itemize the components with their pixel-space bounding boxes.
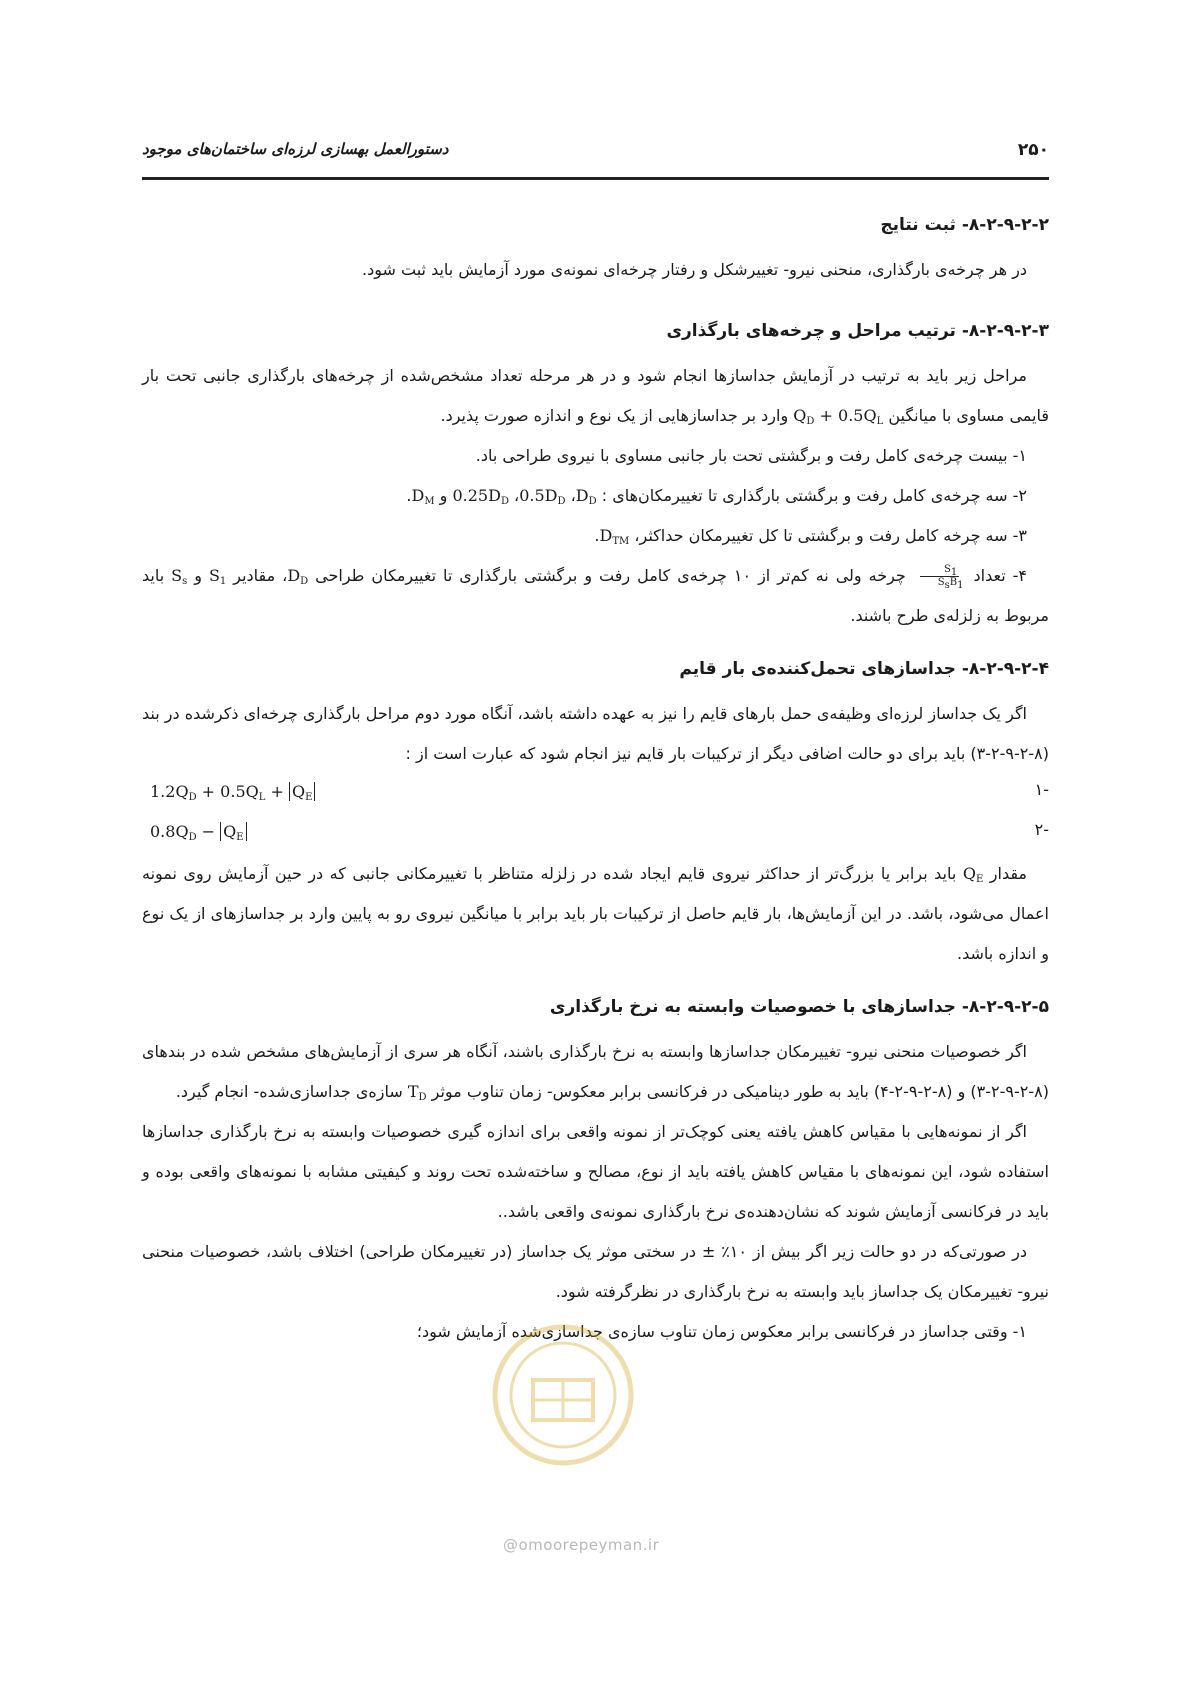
list-item: ۴- تعداد $\frac{S_1}{S_sB_1}$ چرخه ولی نه کم‌تر از ۱۰ چرخه‌ی کامل رفت و برگشتی بارگذاری تا تغییرمکان طراحی $D_D،$ مقادیر $S_1$ و $S_s$ باید مربوط به زلزله‌ی طرح باشند. xyxy=(142,564,1049,625)
section-heading-loading-sequence: ۸-۲-۹-۲-۳- ترتیب مراحل و چرخه‌های بارگذاری xyxy=(666,321,1049,341)
page-number: ۲۵۰ xyxy=(1017,140,1049,160)
math-expression: $D_D$ xyxy=(575,486,597,507)
section-heading-record-results: ۸-۲-۹-۲-۲- ثبت نتایج xyxy=(880,215,1049,235)
paragraph: اگر یک جداساز لرزه‌ای وظیفه‌ی حمل بارهای قایم را نیز به عهده داشته باشد، آنگاه مورد دوم مراحل بارگذاری چرخه‌ای ذکرشده در بند (۸-۲-۹-۲-۳) باید برای دو حالت اضافی دیگر از ترکیبات بار قایم نیز انجام شود که عبارت است از : xyxy=(142,704,1049,763)
math-expression: $Q_D + 0.5Q_L$ xyxy=(793,406,884,427)
paragraph: مقدار $Q_E$ باید برابر یا بزرگ‌تر از حداکثر نیروی قایم ایجاد شده در زلزله متناظر با تغییرمکانی جانبی که در حین آزمایش روی نمونه اعمال می‌شود، باشد. در این آزمایش‌ها، بار قایم حاصل از ترکیبات بار باید برابر با میانگین نیروی رو به پایین وارد بر جداسازهای از یک نوع و اندازه باشد. xyxy=(142,864,1049,963)
watermark-text: @omoorepeyman.ir xyxy=(503,1536,660,1554)
paragraph: مراحل زیر باید به ترتیب در آزمایش جداسازها انجام شود و در هر مرحله تعداد مشخص‌شده از چرخه‌های بارگذاری جانبی تحت بار قایمی مساوی با میانگین $Q_D + 0.5Q_L$ وارد بر جداسازهایی از یک نوع و اندازه صورت پذیرد. xyxy=(142,366,1049,427)
equation-1: $1.2Q_D + 0.5Q_L + Q_E$ -۱ xyxy=(150,780,1049,803)
list-item: ۱- وقتی جداساز در فرکانسی برابر معکوس زمان تناوب سازه‌ی جداسازی‌شده آزمایش شود؛ xyxy=(416,1322,1027,1341)
paragraph: در هر چرخه‌ی بارگذاری، منحنی نیرو- تغییرشکل و رفتار چرخه‌ای نمونه‌ی مورد آزمایش باید ثبت شود. xyxy=(362,260,1027,279)
paragraph: اگر از نمونه‌هایی با مقیاس کاهش یافته یعنی کوچک‌تر از نمونه واقعی برای اندازه گیری خصوصیات وابسته به نرخ بارگذاری جداسازها استفاده شود، این نمونه‌های با مقیاس کاهش یافته باید از نوع، مصالح و ساخته‌شده تحت روند و کیفیتی مشابه با نمونه‌های واقعی بوده و باید در فرکانسی آزمایش شوند که نشان‌دهنده‌ی نرخ بارگذاری نمونه‌ی واقعی باشد.. xyxy=(142,1122,1049,1221)
list-item: ۳- سه چرخه کامل رفت و برگشتی تا کل تغییرمکان حداکثر، $D_{TM}$. xyxy=(594,526,1027,547)
list-item: ۲- سه چرخه‌ی کامل رفت و برگشتی بارگذاری تا تغییرمکان‌های : $D_D،$ $0.5D_D،$ $0.25D_D$ و $D_M$. xyxy=(406,486,1027,507)
list-item: ۱- بیست چرخه‌ی کامل رفت و برگشتی تحت بار جانبی مساوی با نیروی طراحی باد. xyxy=(475,446,1027,465)
section-heading-rate-dependent-isolators: ۸-۲-۹-۲-۵- جداسازهای با خصوصیات وابسته به نرخ بارگذاری xyxy=(549,997,1049,1017)
section-heading-vertical-load-isolators: ۸-۲-۹-۲-۴- جداسازهای تحمل‌کننده‌ی بار قایم xyxy=(679,659,1049,679)
paragraph: اگر خصوصیات منحنی نیرو- تغییرمکان جداسازها وابسته به نرخ بارگذاری باشند، آنگاه هر سری از آزمایش‌های مشخص شده در بندهای (۸-۲-۹-۲-۳) و (۸-۲-۹-۲-۴) باید به طور دینامیکی در فرکانسی برابر معکوس- زمان تناوب موثر $T_D$ سازه‌ی جداسازی‌شده- انجام گیرد. xyxy=(142,1042,1049,1103)
document-body xyxy=(142,210,1049,1352)
math-expression: $D_{TM}$ xyxy=(599,526,630,547)
header-rule xyxy=(142,177,1049,180)
paragraph: در صورتی‌که در دو حالت زیر اگر بیش از ۱۰٪ ± در سختی موثر یک جداساز (در تغییرمکان طراحی) اختلاف باشد، خصوصیات منحنی نیرو- تغییرمکان یک جداساز باید وابسته به نرخ بارگذاری در نظرگرفته شود. xyxy=(142,1242,1049,1301)
fraction-s1-over-ssb1: $\frac{S_1}{S_sB_1}$ xyxy=(916,564,964,589)
equation-2: $0.8Q_D - Q_E$ -۲ xyxy=(150,820,1049,843)
watermark-logo xyxy=(488,1320,638,1470)
page-header xyxy=(142,138,1049,168)
running-title: دستورالعمل بهسازی لرزه‌ای ساختمان‌های موجود xyxy=(142,140,449,158)
